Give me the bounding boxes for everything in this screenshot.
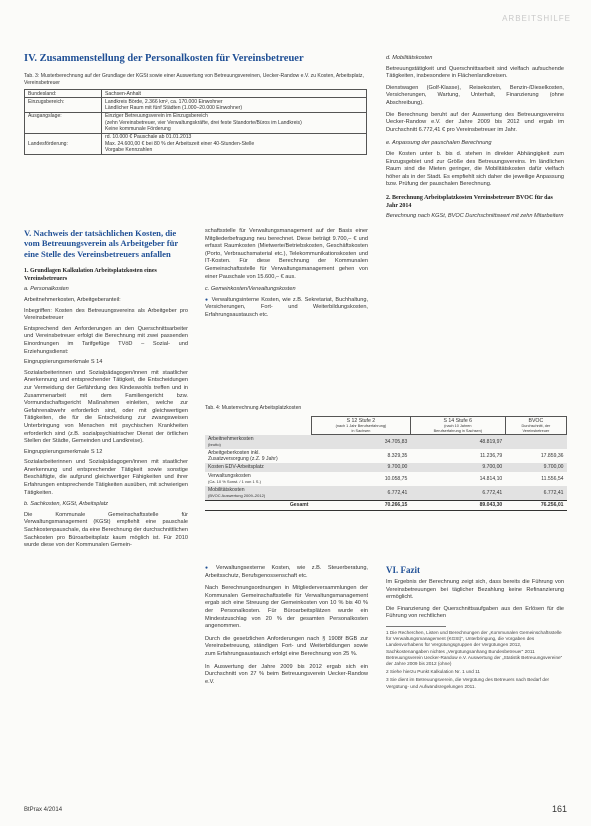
table-cell: 10.058,75 (384, 475, 408, 482)
table-cell: Bundesland: (25, 90, 102, 98)
paragraph: Betreuungstätigkeit und Querschnittsarbeit sind vielfach aufsuchende Tätigkeiten, insbesondere in Flächenlandkreisen. (386, 65, 564, 80)
paragraph: Die Berechnung beruht auf der Auswertung des Betreuungsvereins Uecker-Randow e.V. der Jahre 2009 bis 2012 und ergab im Durchschnitt 6.772,41 € pro Vereinsbetreuer im Jahr. (386, 111, 564, 133)
paragraph: schaftsstelle für Verwaltungsmanagement auf der Basis einer Mitgliederbefragung neu berechnet. Diese beträgt 9.700,– € und erfasst Raumkosten (Mietwerte/Betriebskosten, Geschäftskosten (Porto, Verbrauchsmaterial etc.), Telekommunikationskosten und IT-Kosten. Für diese Berechnung der Kommunalen Gemeinschaftsstelle für Verwaltungsmanagement gehen von einer Pauschale von 15.600,– € aus. (205, 228, 368, 280)
table-row (25, 133, 367, 154)
paragraph: Durch die gesetzlichen Anforderungen nach § 1908f BGB zur Vereinsbetreuung, ständigen Fort- und Weiterbildungen sowie zum Erfahrungsaustausch erfolgt eine Berechnung von 25 %. (205, 635, 368, 657)
paragraph: Die Finanzierung der Querschnittsaufgaben aus den Erlösen für die Führung von rechtlichen (386, 605, 564, 620)
paragraph: Berechnung nach KGSt, BVOC Durchschnittswert mit zehn Mitarbeitern (386, 213, 564, 220)
paragraph: Eingruppierungsmerkmale S 12 (24, 448, 103, 455)
column-header: BVOC Durchschnitt, der Vereinsbetreuer (505, 417, 566, 435)
column-middle-top (205, 228, 368, 320)
total-cell: 89.043,30 (410, 501, 505, 510)
section-5-title: V. Nachweis der tatsächlichen Kosten, die vom Betreuungsverein als Arbeitgeber für eine Stelle des Vereinsbetreuers anfallen (24, 228, 179, 259)
row-label: Arbeitgeberkosten inkl. Zusatzversorgung (z.Z. 9 Jahr) (208, 449, 278, 463)
table-row (25, 112, 367, 133)
section-4-title: IV. Zusammenstellung der Personalkosten für Vereinsbetreuer (24, 53, 304, 64)
table-cell: 17.859,36 (540, 453, 564, 460)
bullet-item: ● Verwaltungsexterne Kosten, wie z.B. Steuerberatung, Arbeitsschutz, Berufsgenossenschaft etc. (205, 565, 368, 580)
page-number: 161 (551, 804, 567, 814)
table-cell: 6.772,41 (410, 486, 505, 501)
table-cell: 6.772,41 (312, 486, 411, 501)
paragraph: Arbeitnehmerkosten, Arbeitgeberanteil: (24, 297, 121, 303)
paragraph: Im Ergebnis der Berechnung zeigt sich, dass bereits die Führung von Vereinsbetreuungen bei täglicher Bezahlung keine Refinanzierung ermöglicht. (386, 579, 564, 601)
subsection-2-title: 2. Berechnung Arbeitsplatzkosten Vereinsbetreuer BVOC für das Jahr 2014 (386, 194, 553, 209)
table-cell: 9.700,00 (312, 463, 411, 471)
paragraph: Eingruppierungsmerkmale S 14 (24, 359, 103, 366)
column-left (24, 228, 188, 550)
table-cell: 48.819,97 (410, 435, 505, 449)
table-cell (505, 435, 566, 449)
table-3 (24, 89, 367, 155)
row-label: Arbeitnehmerkosten (brutto) (205, 435, 312, 449)
table-cell: Landesförderung: (25, 133, 102, 154)
table-4 (205, 416, 567, 511)
subsection-a-title: a. Personalkosten (24, 286, 69, 293)
column-middle-bottom (205, 565, 368, 686)
footnote: 1 Die Recherchen, Listen und Berechnungen der „Kommunalen Gemeinschaftsstelle für Verwaltungsmanagement (KGSt)“, Unterbringung, die Vorgaben des Landesvorhabens für Vergütungsgruppen der Vergütungen 2012, Sachkostenangaben nichtes „Vergütungsanhang Bundesbetreuer“ 2011 Betreuungsverein Uecker-Randow e.V. Auswertung der „Statistik Betreuungsvereine“ der Jahre 2009 bis 2012 (ohne) (386, 629, 563, 666)
table-cell: 11.236,79 (479, 453, 503, 460)
paragraph: Nach Berechnungsordnungen in Mitgliederversammlungen der Kommunalen Gemeinschaftsstelle für Verwaltungsmanagement ergab sich eine Streuung der Gemeinkosten von 10 % bis 40 % der Personalkosten. Für Büroarbeitsplätzen wurde ein Mindestzuschlag von 20 % der gesamten Personalkosten angenommen. (205, 585, 368, 630)
table-row (205, 449, 567, 463)
footnote: 3 Sie dient im Betreuungsverein, die Vergütung des Betreuers nach Bedarf der Vergütung- und Aufwandsregelungen 2011. (386, 677, 550, 689)
subsection-d-title: d. Mobilitätskosten (386, 55, 433, 61)
footer-journal: BtPrax 4/2014 (24, 807, 63, 813)
footnote: 2 Siehe hierzu Punkt Kalkulation Nr. 1 und 11 (386, 669, 480, 675)
paragraph: Dienstwagen (Golf-Klasse), Reisekosten, Benzin-/Dieselkosten, Versicherungen, Wartung, Unterhalt, Finanzierung (ohne Abschreibung). (386, 84, 564, 106)
table-row (205, 463, 567, 471)
table-cell: Einzugsbereich: (25, 98, 102, 113)
table-cell: 34.705,83 (312, 435, 411, 449)
table-cell: Sachsen-Anhalt (102, 90, 367, 98)
paragraph: Inbegriffen: Kosten des Betreuungsvereins als Arbeitgeber pro Vereinsbetreuer (24, 307, 188, 322)
bullet-item: ● Verwaltungsinterne Kosten, wie z.B. Sekretariat, Buchhaltung, Versicherungen, Fort- und Weiterbildungskosten, Erfahrungsaustausch etc. (205, 297, 368, 320)
table-cell: 6.772,41 (505, 486, 566, 501)
footnote-divider (386, 626, 446, 627)
table-row (205, 472, 567, 486)
column-header: S 14 Stufe 6 (nach 10 Jahren Berufserfahrung in Sachsen) (410, 417, 505, 435)
row-label: Kosten EDV-Arbeitsplatz (205, 463, 312, 471)
table-cell: 14.814,10 (479, 475, 503, 482)
subsection-1-title: 1. Grundlagen Kalkulation Arbeitsplatzkosten eines Vereinsbetreuers (24, 268, 157, 282)
subsection-b-title: b. Sachkosten, KGSt, Arbeitsplatz (24, 501, 109, 508)
table-cell: rd. 10.000 € Pauschale ab 01.01.2013 Max. 24.600,00 € bei 80 % der Arbeitszeit einer 40-Stunden-Stelle Vorgabe Kennzahlen (102, 133, 367, 154)
table-cell: 11.556,54 (541, 475, 564, 482)
table-cell: 9.700,00 (410, 463, 505, 471)
table-cell: 9.700,00 (505, 463, 566, 471)
section-6-title: VI. Fazit (386, 565, 420, 575)
subsection-e-title: e. Anpassung der pauschalen Berechnung (386, 140, 492, 147)
table-cell: Landkreis Börde, 2.366 km², ca. 170.000 Einwohner Ländlicher Raum mit fünf Städten (1.000–20.000 Einwohner) (102, 98, 367, 113)
table-cell: Einziger Betreuungsverein im Einzugsbereich (zehn Vereinsbetreuer, vier Verwaltungskräfte, drei feste Standorte/Büros im Landkreis) Keine kommunale Förderung (102, 112, 367, 133)
column-right-bottom (386, 565, 564, 690)
total-label: Gesamt (205, 501, 312, 510)
column-right-top (386, 55, 564, 221)
total-cell: 76.256,01 (505, 501, 566, 510)
subsection-c-title: c. Gemeinkosten/Verwaltungskosten (205, 286, 296, 293)
row-label: Mobilitätskosten (BVOC Auswertung 2009–2012) (205, 486, 312, 501)
total-cell: 70.266,15 (312, 501, 411, 510)
table-4-caption: Tab. 4: Musterrechnung Arbeitsplatzkosten (205, 405, 302, 411)
section-header-tag: ARBEITSHILFE (502, 14, 571, 23)
table-row (25, 98, 367, 113)
table-row (205, 486, 567, 501)
column-header: S 12 Stufe 2 (nach 1 Jahr Berufserfahrung) in Sachsen (312, 417, 411, 435)
table-cell: Ausgangslage: (25, 112, 102, 133)
table-total-row (205, 501, 567, 510)
paragraph: Die Kosten unter b. bis d. stehen in direkter Abhängigkeit zum Einzugsgebiet und zur Größe des Betreuungsvereins. Im ländlichen Raum sind die Mieten geringer, die Mobilitätskosten dafür vielfach höher als in der Stadt. Es empfiehlt sich daher die jeweilige Anpassung bzw. Prüfung der pauschalen Berechnung. (386, 150, 564, 188)
table-cell: 8.329,35 (387, 453, 408, 460)
row-label: Verwaltungskosten (Ca. 10 % Sonst. / 1 von 1 S.) (208, 472, 261, 484)
table-row (205, 435, 567, 449)
paragraph: Sozialarbeiterinnen und Sozialpädagogen/innen mit staatlicher Anerkennung und entsprechender Tätigkeit sowie sonstige Beschäftigte, die aufgrund gleichwertiger Fähigkeiten und ihrer Erfahrungen entsprechende Tätigkeiten ausüben, mit schwierigen Tätigkeiten. (24, 459, 188, 496)
table-header-row (205, 417, 567, 435)
table-3-caption: Tab. 3: Musterberechnung auf der Grundlage der KGSt sowie einer Auswertung von Betreuungsvereinen, Uecker-Randow e.V. zu Kosten, Arbeitsplatz, Vereinsbetreuer (24, 73, 364, 86)
paragraph: Sozialarbeiterinnen und Sozialpädagogen/innen mit staatlicher Anerkennung und entsprechender Tätigkeit, die Entscheidungen zur Vermeidung der Gefährdung des Kindeswohls treffen und in Zusammenarbeit mit dem Familiengericht bzw. Vormundschaftsgericht Maßnahmen einleiten, welche zur Gefahrenabwehr erforderlich sind, oder mit gleichwertigen Tätigkeiten, die für die Entscheidung zur zwangsweisen Unterbringung von Menschen mit psychischen Krankheiten erforderlich sind (z.B. sozialpsychiatrischer Dienst der örtlichen Stellen der Städte, Gemeinden und Landkreise). (24, 369, 188, 445)
paragraph: Die Kommunale Gemeinschaftsstelle für Verwaltungsmanagement (KGSt) empfiehlt eine pauschale Sachkostenpauschale, da eine Berechnung der durchschnittlichen Sachkosten pro Büroarbeitsplatz kaum möglich ist. Für 2010 wurde diese von der Kommunalen Gemein- (24, 511, 188, 549)
paragraph: Entsprechend den Anforderungen an den Querschnittsarbeiter und Vereinsbetreuer erfolgt die Berechnung mit zwei passenden Einordnungen im Tarifgefüge TVöD – Sozial- und Erziehungsdienst: (24, 325, 188, 355)
table-row (25, 90, 367, 98)
paragraph: In Auswertung der Jahre 2009 bis 2012 ergab sich ein Durchschnitt von 27 % beim Betreuungsverein Uecker-Randow e.V. (205, 663, 368, 685)
